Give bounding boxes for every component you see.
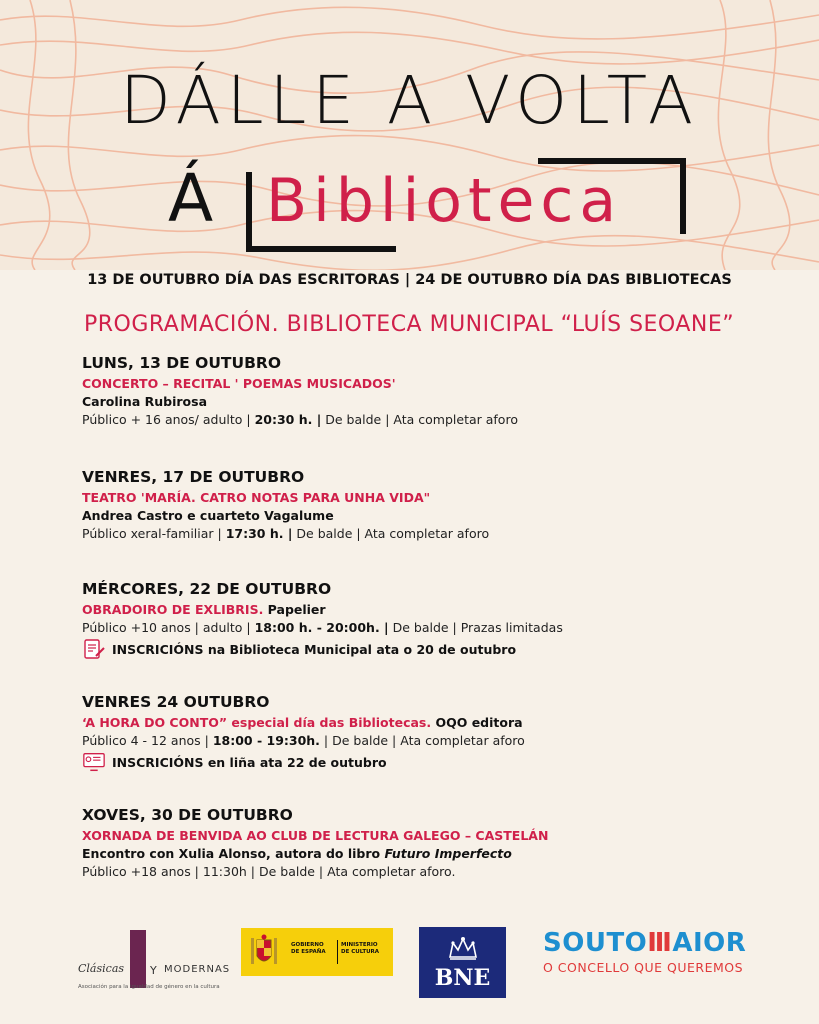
event-time: 17:30 h. | <box>225 526 293 541</box>
gob-text-1a: GOBIERNO <box>291 942 324 948</box>
event-info <box>82 526 782 541</box>
event-performer-text: Encontro con Xulia Alonso, autora do libro <box>82 846 385 861</box>
gob-text-2a: MINISTERIO <box>341 942 378 948</box>
event-audience: Público + 16 anos/ adulto | <box>82 412 255 427</box>
registration-text: INSCRICIÓNS en liña ata 22 de outubro <box>112 754 387 770</box>
crown-icon <box>447 935 479 961</box>
event-info <box>82 620 782 635</box>
event-time: 18:00 h. - 20:00h. | <box>254 620 389 635</box>
event-conditions: De balde | Ata completar aforo <box>292 526 490 541</box>
event-title-suffix: Papelier <box>263 602 326 617</box>
cym-right-text: MODERNAS <box>164 964 231 975</box>
event-time: 20:30 h. | <box>254 412 322 427</box>
frame-line <box>538 158 686 164</box>
title-line-2-prefix: Á <box>168 160 218 237</box>
soutomaior-slogan: O CONCELLO QUE QUEREMOS <box>543 960 744 975</box>
event-date: VENRES 24 OUTUBRO <box>82 693 270 711</box>
title-line-1: DÁLLE A VOLTA <box>119 62 700 139</box>
gob-text-2 <box>341 942 379 956</box>
bne-logo <box>419 927 506 998</box>
event-title <box>82 715 782 730</box>
event-info <box>82 733 782 748</box>
gob-text-1b: DE ESPAÑA <box>291 949 326 955</box>
event-audience: Público xeral-familiar | <box>82 526 226 541</box>
event-registration <box>82 638 782 660</box>
event-registration <box>82 751 782 773</box>
souto-m-mark: Ⅲ <box>647 928 673 958</box>
event-title <box>82 602 782 617</box>
souto-part-a: SOUTO <box>543 928 648 958</box>
event-block <box>82 354 782 430</box>
cym-subtitle: Asociación para la igualdad de género en la cultura <box>78 984 220 990</box>
event-conditions: De balde | Prazas limitadas <box>388 620 563 635</box>
event-conditions: De balde | Ata completar aforo <box>321 412 518 427</box>
soutomaior-logo <box>543 928 753 988</box>
program-title: PROGRAMACIÓN. BIBLIOTECA MUNICIPAL “LUÍS SEOANE” <box>84 312 735 337</box>
gob-text-1 <box>291 942 326 956</box>
divider <box>337 940 338 964</box>
event-info: Público +18 anos | 11:30h | De balde | Ata completar aforo. <box>82 864 456 879</box>
event-performer: Andrea Castro e cuarteto Vagalume <box>82 508 334 523</box>
registration-text: INSCRICIÓNS na Biblioteca Municipal ata o 20 de outubro <box>112 641 517 657</box>
souto-part-b: AIOR <box>672 928 747 958</box>
computer-form-icon <box>82 751 106 773</box>
event-date: XOVES, 30 DE OUTUBRO <box>82 806 293 824</box>
event-audience: Público +10 anos | adulto | <box>82 620 255 635</box>
document-pen-icon <box>82 638 106 660</box>
coat-of-arms-icon <box>249 934 279 970</box>
event-time: 18:00 - 19:30h. <box>212 733 320 748</box>
event-date: VENRES, 17 DE OUTUBRO <box>82 468 305 486</box>
event-title: CONCERTO – RECITAL ' POEMAS MUSICADOS' <box>82 376 396 391</box>
sponsor-logos <box>0 920 819 1010</box>
header-banner <box>0 0 819 270</box>
event-title: TEATRO 'MARÍA. CATRO NOTAS PARA UNHA VIDA" <box>82 490 431 505</box>
event-date: LUNS, 13 DE OUTUBRO <box>82 354 281 372</box>
event-performer <box>82 846 782 861</box>
cym-left-text: Clásicas <box>78 962 125 975</box>
event-block <box>82 693 782 773</box>
event-block <box>82 580 782 660</box>
frame-line <box>246 172 252 252</box>
event-block <box>82 806 782 882</box>
bne-text: BNE <box>434 965 491 991</box>
soutomaior-name <box>543 928 753 958</box>
clasicas-y-modernas-logo <box>74 926 231 1000</box>
cym-bar <box>130 930 146 988</box>
book-title: Futuro Imperfecto <box>384 846 512 861</box>
event-conditions: | De balde | Ata completar aforo <box>319 733 525 748</box>
cym-y-text: Y <box>150 964 157 977</box>
event-title-suffix: OQO editora <box>431 715 523 730</box>
frame-line <box>246 246 396 252</box>
event-title-text: ‘A HORA DO CONTO” especial día das Bibliotecas. <box>82 715 432 730</box>
event-date: MÉRCORES, 22 DE OUTUBRO <box>82 580 332 598</box>
gobierno-espana-logo <box>241 928 393 976</box>
event-block <box>82 468 782 544</box>
frame-line <box>680 158 686 234</box>
event-audience: Público 4 - 12 anos | <box>82 733 213 748</box>
gob-text-2b: DE CULTURA <box>341 949 380 955</box>
event-performer: Carolina Rubirosa <box>82 394 207 409</box>
event-title: XORNADA DE BENVIDA AO CLUB DE LECTURA GALEGO – CASTELÁN <box>82 828 549 843</box>
biblioteca-frame <box>246 158 686 250</box>
event-info <box>82 412 782 427</box>
dates-subtitle: 13 DE OUTUBRO DÍA DAS ESCRITORAS | 24 DE OUTUBRO DÍA DAS BIBLIOTECAS <box>87 272 732 288</box>
title-biblioteca-word: Biblioteca <box>266 166 623 236</box>
event-title-text: OBRADOIRO DE EXLIBRIS. <box>82 602 264 617</box>
